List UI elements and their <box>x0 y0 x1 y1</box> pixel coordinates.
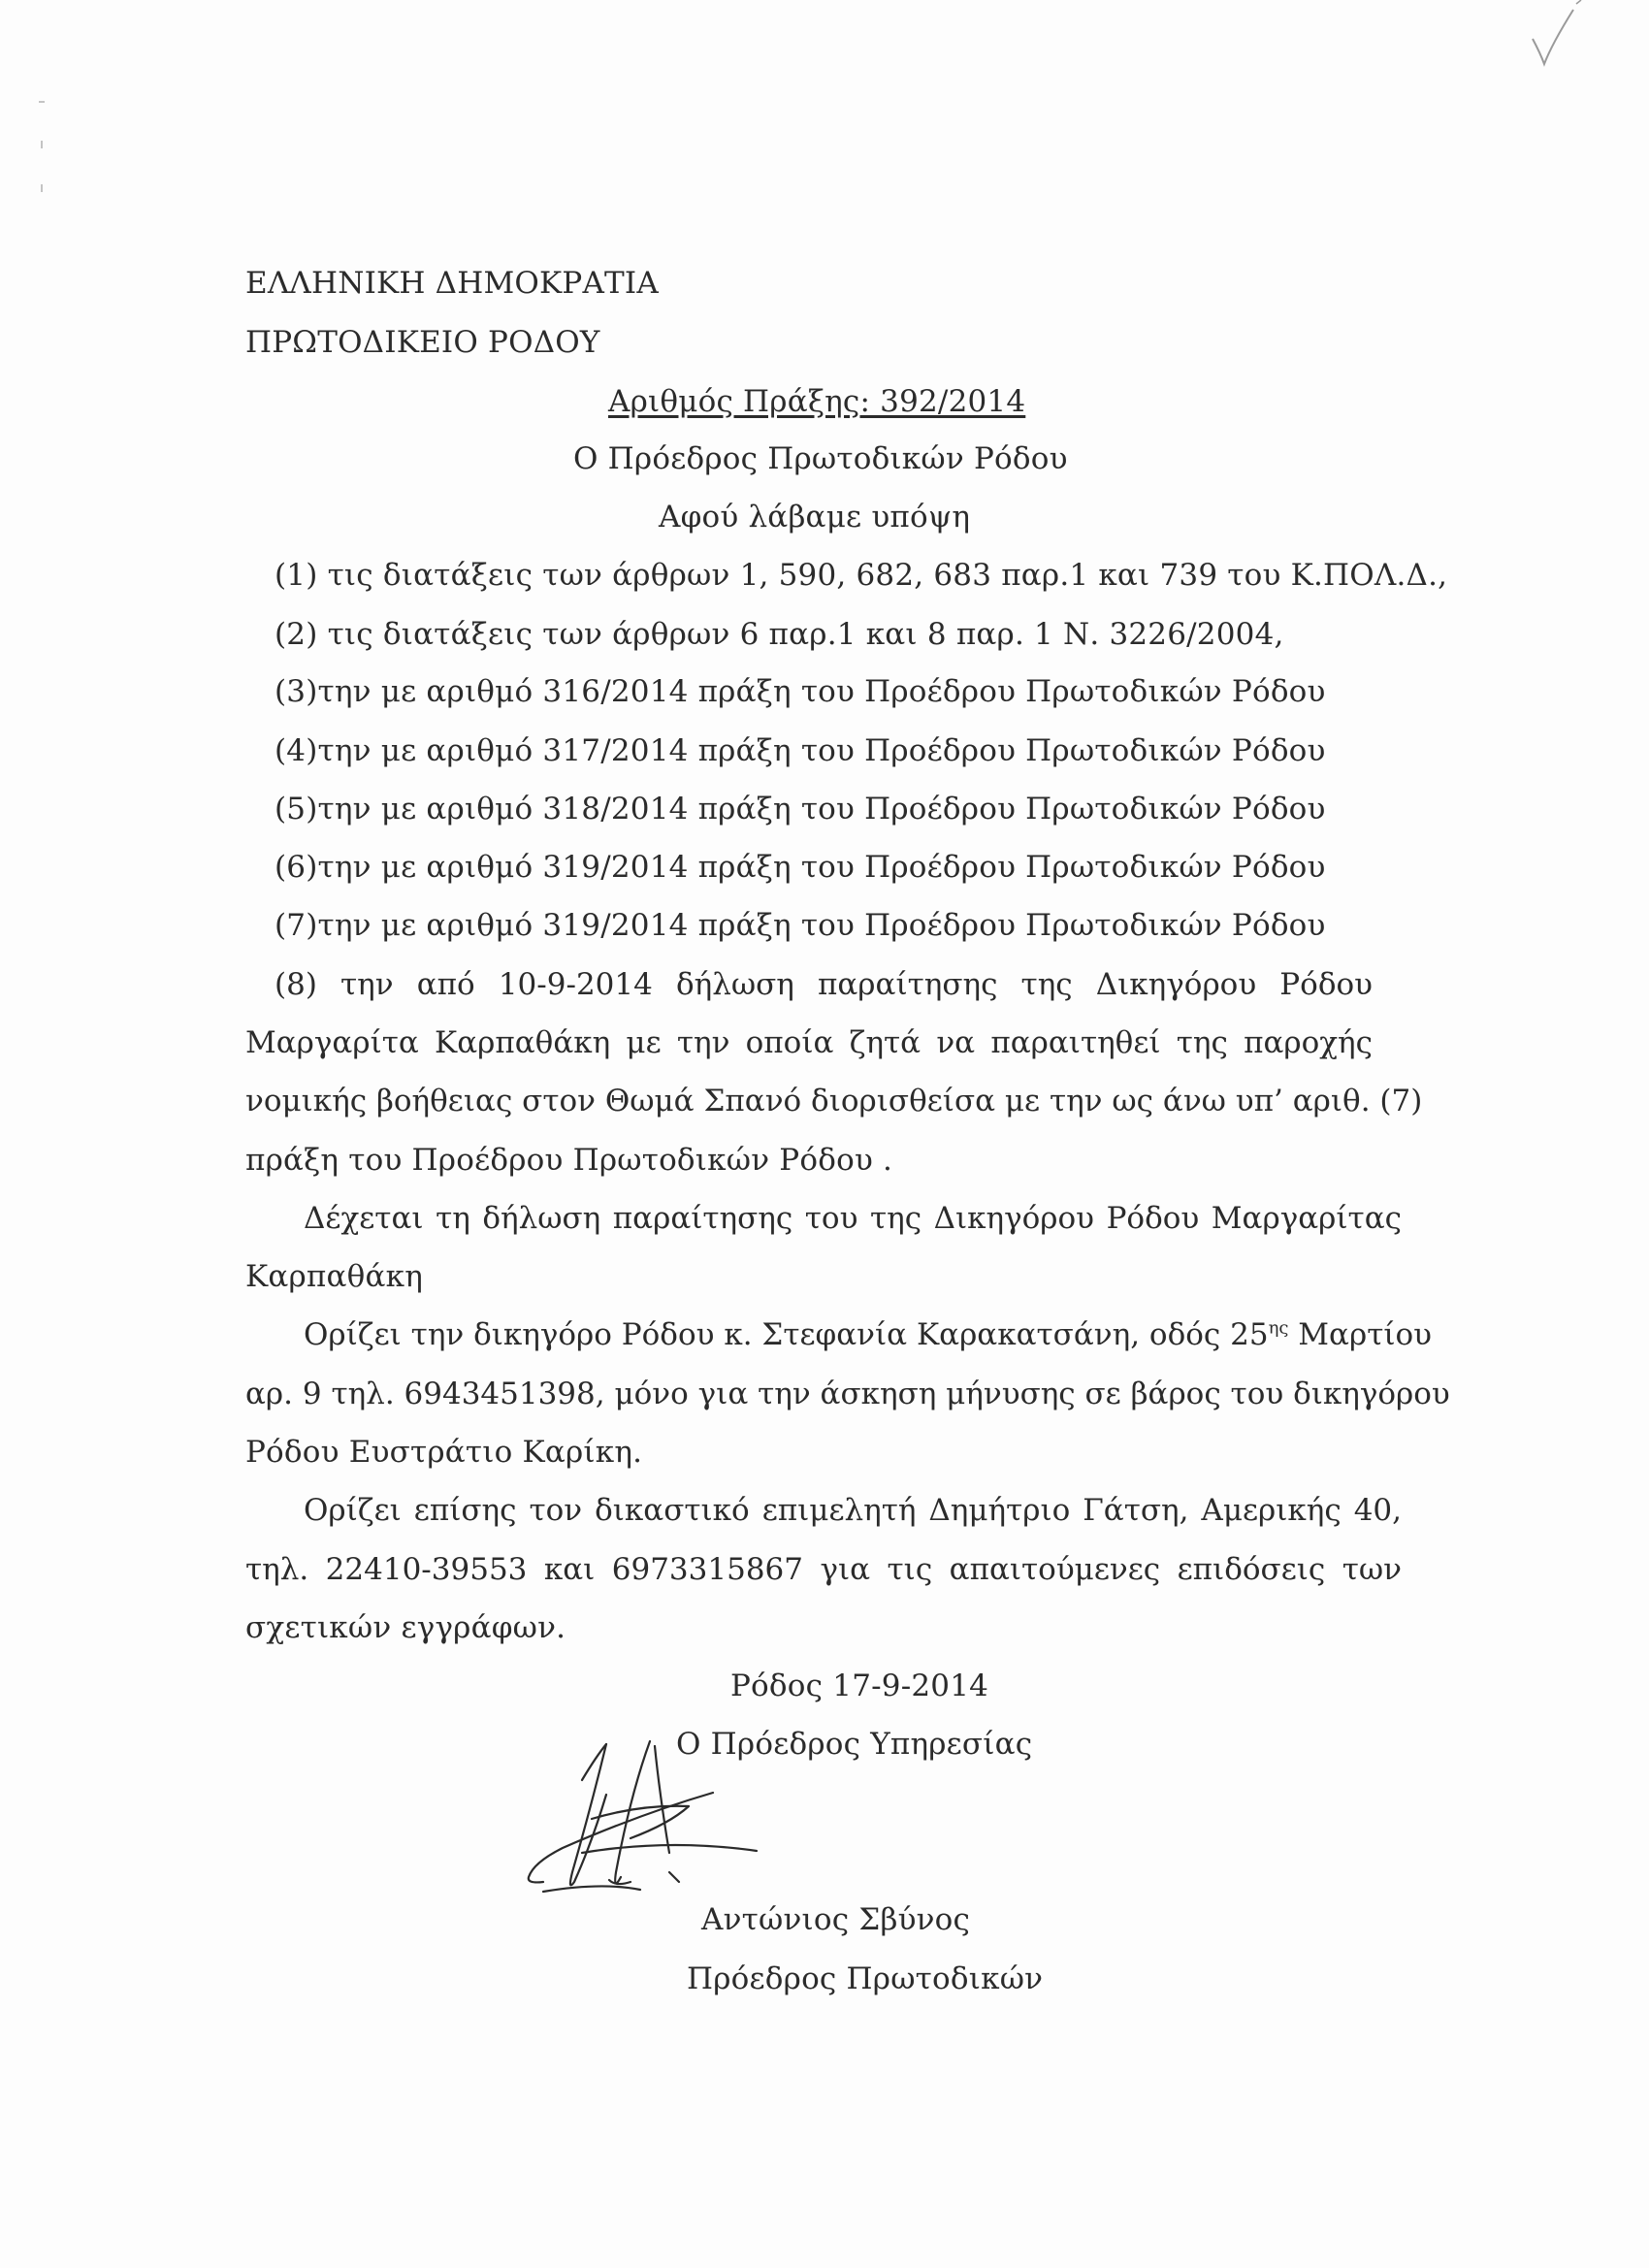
consideration-item: (6)την με αριθμό 319/2014 πράξη του Προέδρου Πρωτοδικών Ρόδου <box>275 850 1326 885</box>
signatory-role: Ο Πρόεδρος Υπηρεσίας <box>676 1727 1033 1762</box>
consideration-item: (1) τις διατάξεις των άρθρων 1, 590, 682, 683 παρ.1 και 739 του Κ.ΠΟΛ.Δ., <box>275 558 1448 593</box>
appoints-text-end: Μαρτίου <box>1288 1317 1433 1352</box>
header-court: ΠΡΩΤΟΔΙΚΕΙΟ ΡΟΔΟΥ <box>245 325 600 360</box>
header-republic: ΕΛΛΗΝΙΚΗ ΔΗΜΟΚΡΑΤΙΑ <box>245 266 659 301</box>
considering-heading: Αφού λάβαμε υπόψη <box>659 500 971 535</box>
consideration-item: (5)την με αριθμό 318/2014 πράξη του Προέδρου Πρωτοδικών Ρόδου <box>275 792 1326 826</box>
decision-bailiff-line: τηλ. 22410-39553 και 6973315867 για τις απαιτούμενες επιδόσεις των <box>245 1552 1402 1587</box>
scan-mark <box>39 101 45 103</box>
act-number <box>608 382 1025 421</box>
decision-appoints-line: αρ. 9 τηλ. 6943451398, μόνο για την άσκηση μήνυσης σε βάρος του δικηγόρου <box>245 1377 1450 1411</box>
check-mark-icon <box>1513 0 1600 78</box>
act-number-value: : 392/2014 <box>859 384 1026 419</box>
consideration-item: (2) τις διατάξεις των άρθρων 6 παρ.1 και 8 παρ. 1 Ν. 3226/2004, <box>275 617 1284 652</box>
scan-mark <box>41 141 43 148</box>
decision-accepts-line: Καρπαθάκη <box>245 1259 423 1294</box>
consideration-item: (4)την με αριθμό 317/2014 πράξη του Προέδρου Πρωτοδικών Ρόδου <box>275 733 1326 768</box>
appoints-text: Ορίζει την δικηγόρο Ρόδου κ. Στεφανία Καρακατσάνη, οδός 25 <box>304 1317 1269 1352</box>
place-date: Ρόδος 17-9-2014 <box>730 1669 989 1703</box>
decision-appoints-line <box>304 1315 1433 1354</box>
consideration-8-line: Μαργαρίτα Καρπαθάκη με την οποία ζητά να παραιτηθεί της παροχής <box>245 1025 1373 1060</box>
signatory-title: Πρόεδρος Πρωτοδικών <box>687 1961 1044 1996</box>
appoints-superscript: ης <box>1268 1317 1289 1339</box>
scan-mark <box>41 184 43 192</box>
decision-bailiff-line: σχετικών εγγράφων. <box>245 1610 566 1645</box>
decision-accepts-line: Δέχεται τη δήλωση παραίτησης του της Δικηγόρου Ρόδου Μαργαρίτας <box>304 1201 1402 1236</box>
consideration-8-line: (8) την από 10-9-2014 δήλωση παραίτησης της Δικηγόρου Ρόδου <box>275 967 1373 1002</box>
consideration-item: (7)την με αριθμό 319/2014 πράξη του Προέδρου Πρωτοδικών Ρόδου <box>275 908 1326 943</box>
act-number-label: Αριθμός Πράξης <box>608 384 860 419</box>
decision-bailiff-line: Ορίζει επίσης τον δικαστικό επιμελητή Δημήτριο Γάτση, Αμερικής 40, <box>304 1493 1402 1528</box>
consideration-item: (3)την με αριθμό 316/2014 πράξη του Προέδρου Πρωτοδικών Ρόδου <box>275 674 1326 709</box>
signatory-name: Αντώνιος Σβύνος <box>701 1902 971 1937</box>
consideration-8-line: πράξη του Προέδρου Πρωτοδικών Ρόδου . <box>245 1143 893 1178</box>
decision-appoints-line: Ρόδου Ευστράτιο Καρίκη. <box>245 1435 643 1470</box>
consideration-8-line: νομικής βοήθειας στον Θωμά Σπανό διορισθείσα με την ως άνω υπ’ αριθ. (7) <box>245 1084 1423 1118</box>
act-issuer: Ο Πρόεδρος Πρωτοδικών Ρόδου <box>573 441 1068 476</box>
